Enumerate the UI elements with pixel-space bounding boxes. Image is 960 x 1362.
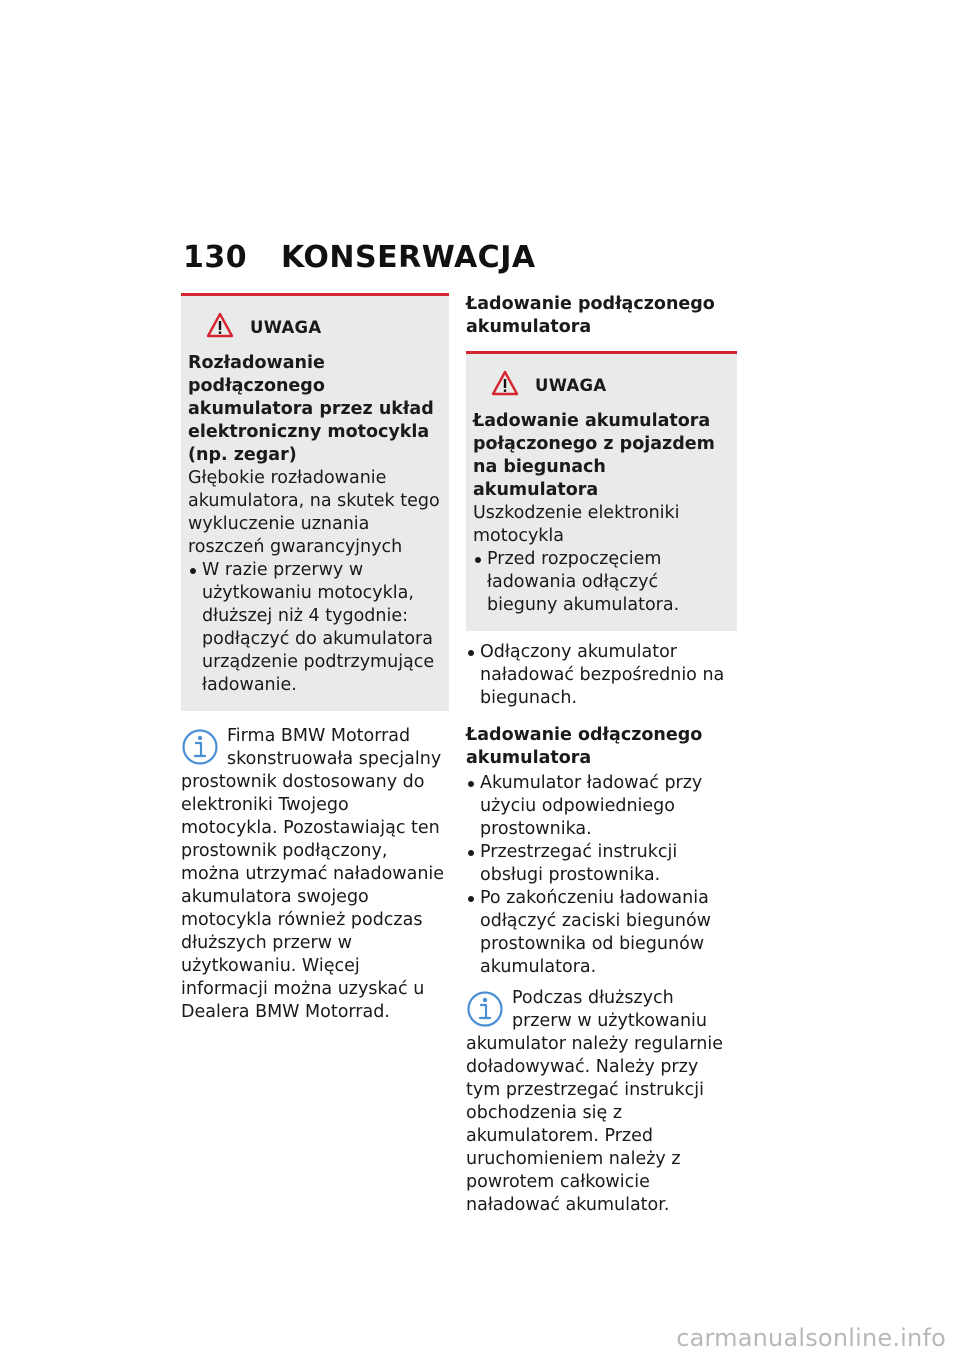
warning-header (206, 312, 441, 342)
info-note (466, 987, 737, 1217)
warning-title: UWAGA (535, 375, 607, 395)
left-column (181, 293, 449, 1024)
warning-consequence: Głębokie rozładowanie akumulatora, na skutek tego wykluczenie uznania roszczeń gwarancyjnych (188, 468, 440, 557)
list-item: Przestrzegać instrukcji obsługi prostownika. (466, 841, 737, 887)
warning-actions (188, 559, 441, 697)
warning-actions (473, 548, 729, 617)
list-item: Po zakończeniu ładowania odłączyć zaciski biegunów prostownika od biegunów akumulatora. (466, 887, 737, 979)
info-icon (466, 989, 506, 1033)
section-title: Ładowanie podłączonego akumulatora (466, 294, 715, 337)
warning-subject: Ładowanie akumulatora połączonego z pojazdem na biegunach akumulatora (473, 411, 715, 500)
step-list (466, 772, 737, 979)
info-icon (181, 727, 221, 771)
warning-triangle-icon (491, 370, 519, 400)
info-text: Podczas dłuższych przerw w użytkowaniu akumulator należy regularnie doładowywać. Należy przy tym przestrzegać instrukcji obchodzenia się z akumulatorem. Przed uruchomieniem należy z powrotem całkowicie naładować akumulator. (466, 988, 723, 1215)
warning-triangle-icon (206, 312, 234, 342)
chapter-title: KONSERWACJA (281, 240, 536, 275)
warning-title: UWAGA (250, 317, 322, 337)
list-item: Akumulator ładować przy użyciu odpowiedniego prostownika. (466, 772, 737, 841)
step-list (466, 641, 737, 710)
warning-subject: Rozładowanie podłączonego akumulatora przez układ elektroniczny motocykla (np. zegar) (188, 353, 434, 465)
list-item: Przed rozpoczęciem ładowania odłączyć bieguny akumulatora. (473, 548, 729, 617)
page-number: 130 (183, 240, 248, 275)
list-item: W razie przerwy w użytkowaniu motocykla, dłuższej niż 4 tygodnie: podłączyć do akumulatora urządzenie podtrzymujące ładowanie. (188, 559, 441, 697)
warning-box (466, 351, 737, 631)
warning-consequence: Uszkodzenie elektroniki motocykla (473, 503, 680, 546)
watermark: carmanualsonline.info (676, 1324, 946, 1352)
section-title: Ładowanie odłączonego akumulatora (466, 725, 703, 768)
info-text: Firma BMW Motorrad skonstruowała specjalny prostownik dostosowany do elektroniki Twojego motocykla. Pozostawiając ten prostownik podłączony, można utrzymać naładowanie akumulatora swojego motocykla również podczas dłuższych przerw w użytkowaniu. Więcej informacji można uzyskać u Dealera BMW Motorrad. (181, 726, 445, 1022)
info-note (181, 725, 449, 1024)
list-item: Odłączony akumulator naładować bezpośrednio na biegunach. (466, 641, 737, 710)
right-column (466, 293, 737, 1217)
page-header (183, 240, 536, 275)
warning-header (491, 370, 729, 400)
warning-box (181, 293, 449, 711)
